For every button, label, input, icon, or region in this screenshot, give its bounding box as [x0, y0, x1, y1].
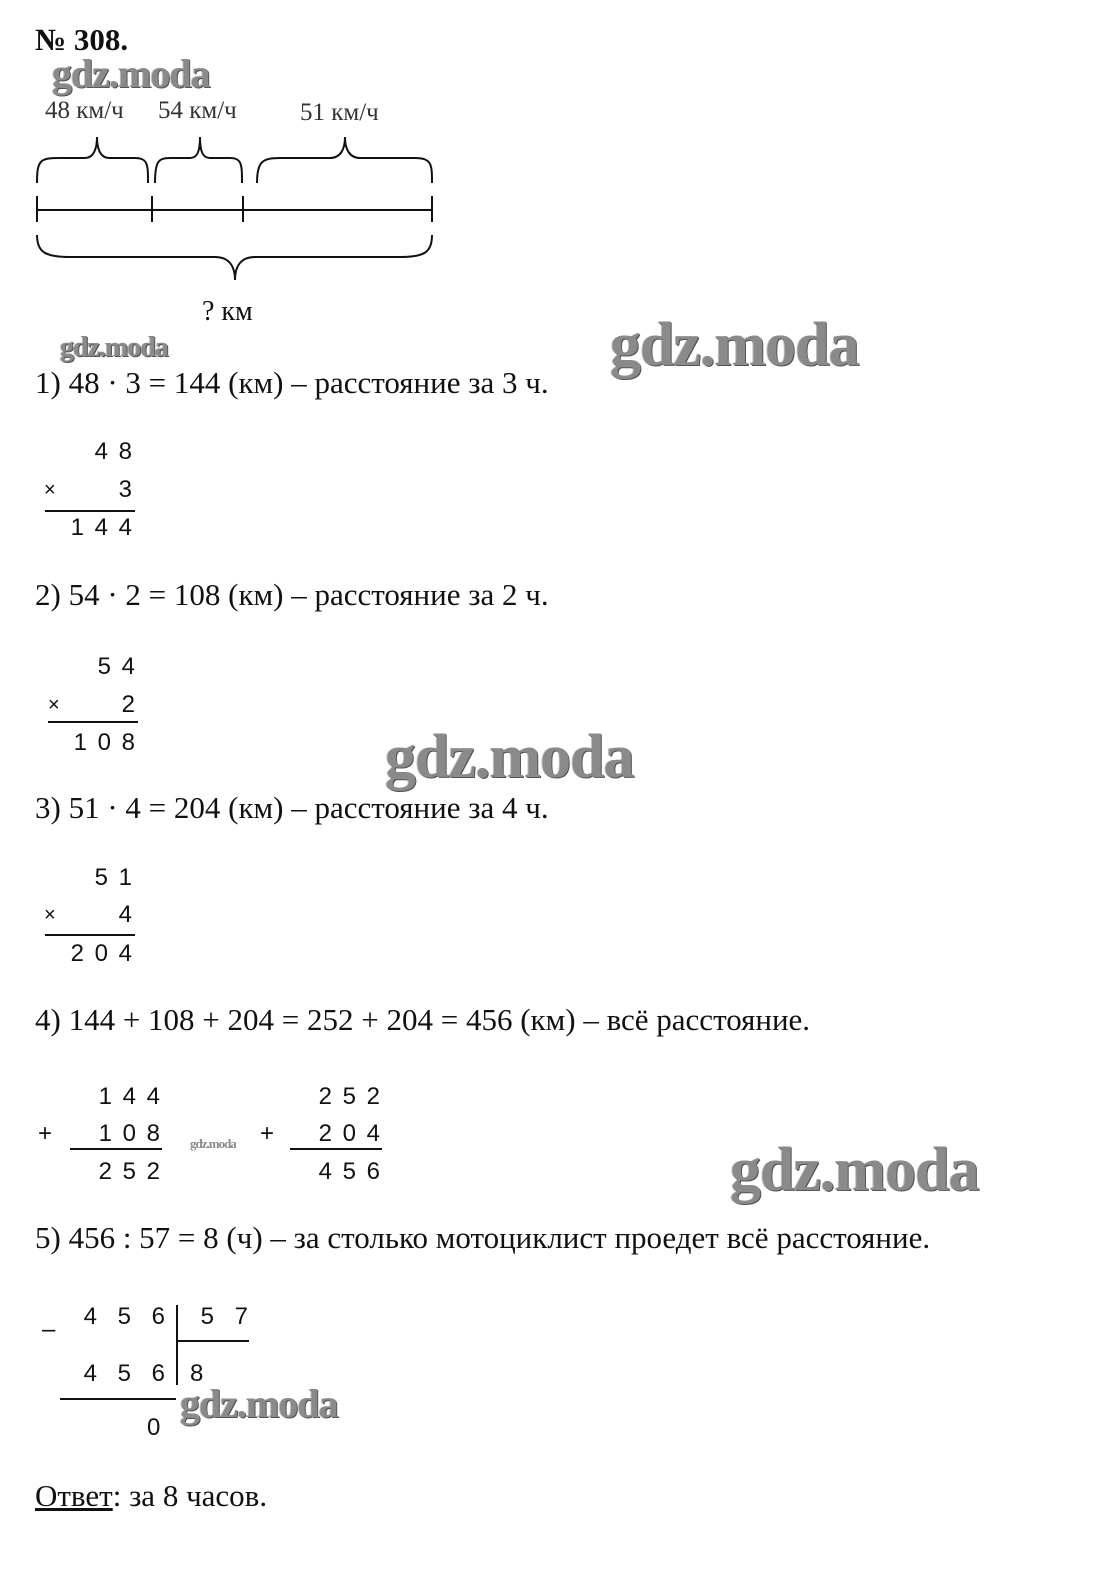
column-result: 1 0 8 — [73, 729, 135, 756]
column-row: 3 — [118, 476, 132, 503]
speed-label-3: 51 км/ч — [300, 99, 379, 126]
step-2-text: 2) 54 · 2 = 108 (км) – расстояние за 2 ч. — [35, 577, 549, 612]
column-line — [45, 934, 135, 936]
answer — [35, 1478, 267, 1514]
brace-segment-3 — [257, 137, 432, 183]
column-line — [48, 721, 138, 723]
step-5-text: 5) 456 : 57 = 8 (ч) – за столько мотоциклист проедет всё расстояние. — [35, 1220, 931, 1255]
column-line — [290, 1148, 382, 1150]
answer-label: Ответ — [35, 1478, 113, 1513]
problem-number: № 308. — [35, 22, 129, 57]
multiply-sign: × — [44, 904, 56, 926]
multiply-sign: × — [48, 694, 60, 716]
step-4-text: 4) 144 + 108 + 204 = 252 + 204 = 456 (км) – всё расстояние. — [35, 1002, 811, 1037]
column-row: 2 0 4 — [318, 1120, 380, 1147]
step-1-text: 1) 48 · 3 = 144 (км) – расстояние за 3 ч. — [35, 365, 549, 400]
watermark: gdz.moda — [180, 1381, 338, 1426]
column-row: 5 1 — [94, 864, 132, 891]
column-result: 2 5 2 — [98, 1158, 160, 1185]
column-row: 5 4 — [97, 653, 135, 680]
divisor: 5 7 — [200, 1303, 248, 1330]
quotient: 8 — [190, 1360, 204, 1387]
column-row: 1 4 4 — [98, 1083, 160, 1110]
column-row: 2 — [121, 691, 135, 718]
multiply-sign: × — [44, 479, 56, 501]
column-result: 2 0 4 — [70, 940, 132, 967]
dividend: 4 5 6 — [83, 1303, 165, 1330]
brace-total — [37, 235, 432, 280]
column-result: 4 5 6 — [318, 1158, 380, 1185]
speed-label-1: 48 км/ч — [45, 97, 124, 124]
subtraction-line — [60, 1398, 176, 1400]
column-row: 4 8 — [94, 438, 132, 465]
minus-sign: – — [42, 1316, 56, 1343]
divisor-line — [177, 1340, 249, 1342]
segment-diagram — [0, 0, 450, 300]
column-line — [45, 510, 135, 512]
step-3-text: 3) 51 · 4 = 204 (км) – расстояние за 4 ч. — [35, 790, 549, 825]
answer-text: : за 8 часов. — [112, 1478, 268, 1513]
speed-label-2: 54 км/ч — [158, 97, 237, 124]
watermark: gdz.moda — [610, 311, 859, 379]
total-distance-label: ? км — [202, 296, 253, 327]
subtrahend: 4 5 6 — [83, 1360, 165, 1387]
watermark: gdz.moda — [385, 723, 634, 791]
watermark: gdz.moda — [52, 51, 210, 96]
brace-segment-2 — [155, 137, 242, 183]
plus-sign: + — [38, 1120, 53, 1147]
column-result: 1 4 4 — [70, 514, 132, 541]
brace-segment-1 — [37, 137, 148, 183]
watermark: gdz.moda — [60, 332, 168, 363]
watermark: gdz.moda — [190, 1136, 236, 1151]
plus-sign: + — [260, 1120, 275, 1147]
column-row: 1 0 8 — [98, 1120, 160, 1147]
column-line — [70, 1148, 162, 1150]
watermark: gdz.moda — [730, 1136, 979, 1204]
division-vertical-line — [176, 1305, 178, 1385]
remainder: 0 — [147, 1414, 161, 1441]
column-row: 2 5 2 — [318, 1083, 380, 1110]
column-row: 4 — [118, 901, 132, 928]
